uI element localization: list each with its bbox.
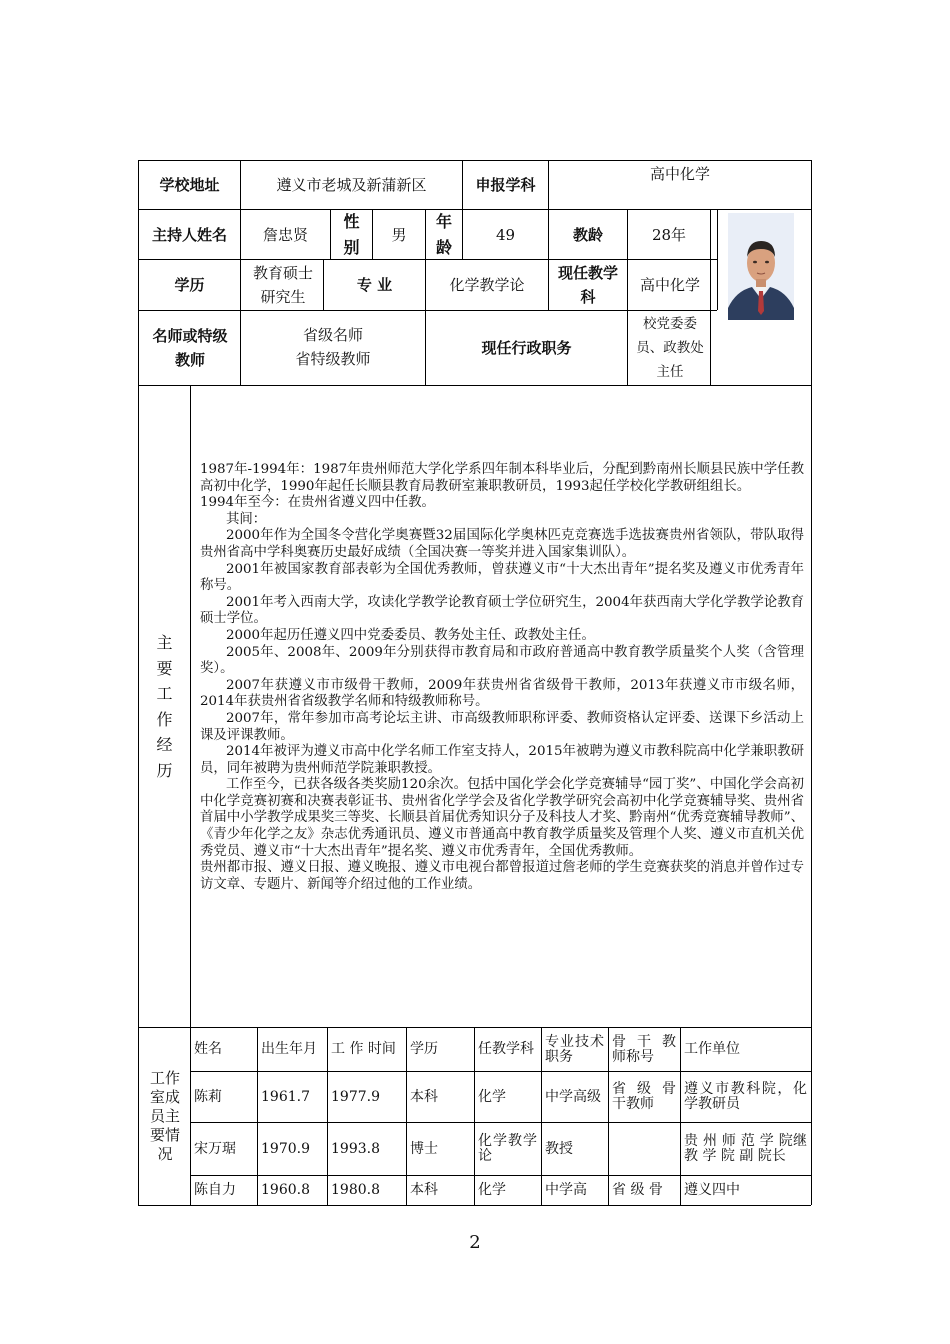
members-header-cell: 任教学科 [478,1041,534,1057]
school-address-value: 遵义市老城及新蒲新区 [276,176,427,194]
members-table-cell: 1980.8 [331,1182,380,1198]
table-line [190,1071,811,1072]
current-subject-label: 现任教学科 [557,264,618,306]
age-value: 49 [495,225,516,244]
major-value: 化学教学论 [449,276,525,294]
school-address-label: 学校地址 [159,176,220,194]
subject-label: 申报学科 [475,176,536,194]
host-name-value: 詹忠贤 [262,225,308,244]
teaching-years-value: 28年 [651,225,687,244]
experience-paragraph: 2007年，常年参加市高考论坛主讲、市高级教师职称评委、教师资格认定评委、送课下乡活动上课及评课教师。 [200,710,804,743]
members-label: 工作室成员主要情况 [149,1069,180,1163]
famous-teacher-value-1: 省级名师 [302,326,363,344]
table-line [327,1027,328,1205]
members-table-cell [612,1124,676,1174]
experience-paragraph: 2007年获遵义市市级骨干教师，2009年获贵州省省级骨干教师，2013年获遵义市市级名师，2014年获贵州省省级教学名师和特级教师称号。 [200,677,804,710]
table-line [717,209,718,310]
members-header-cell: 学历 [410,1041,438,1057]
members-table-cell: 省 级 骨干教师 [612,1081,676,1112]
members-table-cell: 陈莉 [194,1088,222,1105]
experience-paragraph: 贵州都市报、遵义日报、遵义晚报、遵义市电视台都曾报道过詹老师的学生竞赛获奖的消息并曾作过专访文章、专题片、新闻等介绍过他的工作业绩。 [200,860,804,892]
table-line [406,1027,407,1205]
members-table-cell: 化学教学论 [478,1133,537,1164]
experience-paragraph: 2001年被国家教育部表彰为全国优秀教师，曾获遵义市“十大杰出青年”提名奖及遵义市优秀青年称号。 [200,561,804,594]
experience-paragraph: 1987年-1994年：1987年贵州师范大学化学系四年制本科毕业后，分配到黔南州长顺县民族中学任教高初中化学，1990年起任长顺县教育局教研室兼职教研员，1993起任学校化学教研组组长。 [200,462,804,494]
members-table-cell: 化学 [478,1088,506,1105]
members-table-cell: 博士 [410,1140,438,1157]
experience-paragraph: 2000年作为全国冬令营化学奥赛暨32届国际化学奥林匹克竞赛选手选拔赛贵州省领队，带队取得贵州省高中学科奥赛历史最好成绩（全国决赛一等奖并进入国家集训队）。 [200,528,804,560]
members-header-cell: 骨 干 教师称号 [612,1033,676,1065]
table-line [710,209,711,385]
host-name-label: 主持人姓名 [151,225,227,244]
members-header-cell: 专业技术职务 [545,1033,604,1065]
table-line [474,1027,475,1205]
members-table-cell: 化学 [478,1182,506,1198]
page-number: 2 [469,1232,481,1253]
major-label: 专 业 [356,276,393,294]
members-table-cell: 1961.7 [261,1088,310,1105]
age-label: 年龄 [435,212,452,257]
experience-paragraph: 2014年被评为遵义市高中化学名师工作室支持人，2015年被聘为遵义市教科院高中化学兼职教研员，同年被聘为贵州师范学院兼职教授。 [200,744,804,776]
members-table-cell: 教授 [545,1140,573,1157]
table-line [190,1175,811,1176]
members-table-cell: 贵 州 师 范 学 院继 教 学 院 副 院长 [684,1133,807,1164]
members-table-cell: 宋万琚 [194,1140,236,1157]
famous-teacher-label: 名师或特级教师 [152,327,228,369]
experience-paragraph: 2000年起历任遵义四中党委委员、教务处主任、政教处主任。 [226,627,595,643]
table-line [608,1027,609,1205]
subject-value: 高中化学 [649,165,710,183]
education-value: 教育硕士研究生 [252,264,313,306]
table-line [190,385,191,1205]
table-line [257,1027,258,1205]
members-header-cell: 姓名 [194,1041,222,1057]
experience-paragraph: 2005年、2008年、2009年分别获得市教育局和市政府普通高中教育教学质量奖个人奖（含管理奖）。 [200,644,804,677]
gender-label: 性别 [343,212,360,257]
members-table-cell: 1960.8 [261,1182,310,1198]
experience-label: 主要工作经历 [156,633,173,780]
experience-paragraph: 2001年考入西南大学，攻读化学教学论教育硕士学位研究生，2004年获西南大学化学教学论教育硕士学位。 [200,594,804,627]
members-table-cell: 1977.9 [331,1088,380,1105]
admin-post-value: 校党委委员、政教处主任 [636,316,704,380]
famous-teacher-value-2: 省特级教师 [295,350,371,368]
members-table-cell: 中学高级 [545,1088,601,1105]
experience-paragraph: 1994年至今：在贵州省遵义四中任教。 [200,495,435,511]
members-table-cell: 陈自力 [194,1182,236,1198]
members-header-cell: 出生年月 [261,1041,317,1057]
members-table-cell: 中学高 [545,1182,587,1198]
education-label: 学历 [174,276,205,294]
members-table-cell: 本科 [410,1088,438,1105]
host-photo [728,213,794,320]
teaching-years-label: 教龄 [572,225,603,244]
members-header-cell: 工作单位 [684,1041,740,1057]
members-header-cell: 工 作 时间 [331,1041,396,1057]
members-table-cell: 遵义四中 [684,1182,740,1198]
members-table-cell: 1993.8 [331,1140,380,1157]
table-line [138,385,811,386]
members-table-cell: 1970.9 [261,1140,310,1157]
admin-post-label: 现任行政职务 [481,339,572,357]
members-table-cell: 本科 [410,1182,438,1198]
members-table-cell: 遵义市教科院，化学教研员 [684,1081,807,1112]
gender-value: 男 [391,225,407,244]
portrait-image [728,213,794,320]
experience-paragraph: 工作至今，已获各级各类奖励120余次。包括中国化学会化学竞赛辅导“园丁奖”、中国化学会高初中化学竞赛初赛和决赛表彰证书、贵州省化学学会及省化学教学研究会高初中化学竞赛辅导奖、贵州省首届中小学教学成果奖三等奖、长顺县首届优秀知识分子及科技人才奖、黔南州“优秀竞赛辅导教师”、《青少年化学之友》杂志优秀通讯员、遵义市普通高中教育教学质量奖及管理个人奖、遵义市直机关优秀党员、遵义市“十大杰出青年”提名奖、遵义市优秀青年，全国优秀教师。 [200,777,804,859]
table-line [190,1122,811,1123]
table-line [138,1205,811,1206]
table-line [680,1027,681,1205]
current-subject-value: 高中化学 [640,276,701,294]
experience-paragraph: 其间： [226,511,267,527]
experience-body [200,462,804,893]
table-line [811,160,812,1205]
table-line [541,1027,542,1205]
members-table-cell: 省 级 骨 [612,1182,663,1198]
